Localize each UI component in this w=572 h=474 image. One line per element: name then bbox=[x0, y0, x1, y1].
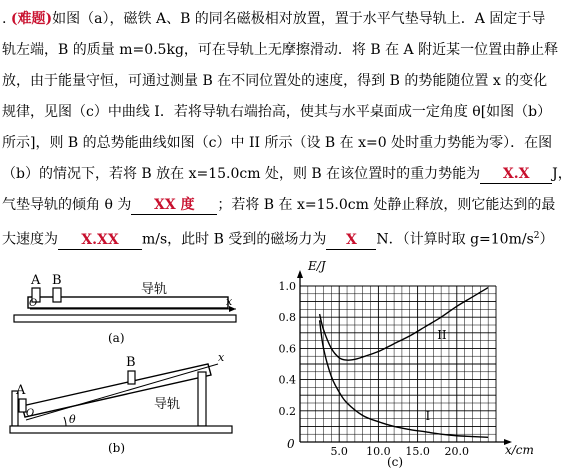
answer-blank-3-value: X.XX bbox=[81, 231, 119, 248]
y-tick-label: 0.8 bbox=[278, 311, 296, 325]
answer-blank-2-value: XX 度 bbox=[154, 197, 195, 213]
label-track: 导轨 bbox=[154, 397, 181, 412]
question-text-line: ；若将 B 在 x=15.0cm 处静止释放，则它能达到的最 bbox=[217, 197, 556, 213]
y-tick-label: 0.2 bbox=[278, 404, 296, 418]
magnet-a bbox=[19, 399, 26, 412]
y-tick-label: 1.0 bbox=[278, 280, 296, 293]
caption-a: (a) bbox=[108, 331, 125, 345]
answer-blank-1 bbox=[480, 165, 552, 184]
x-axis-label: x/cm bbox=[505, 443, 534, 457]
answer-blank-1-value: X.X bbox=[502, 166, 530, 182]
label-origin: O bbox=[26, 408, 35, 419]
label-a: A bbox=[16, 383, 26, 398]
y-axis-label: E/J bbox=[308, 259, 326, 273]
label-x: x bbox=[218, 351, 225, 364]
question-line-5 bbox=[2, 128, 553, 159]
question-text-line: 规律，见图（c）中曲线 I．若将导轨右端抬高，使其与水平桌面成一定角度 θ[如图（b） bbox=[2, 104, 552, 120]
answer-blank-4 bbox=[326, 231, 376, 250]
magnet-b bbox=[128, 371, 135, 384]
incline-rail bbox=[22, 364, 211, 417]
label-origin: O bbox=[29, 298, 38, 309]
label-b: B bbox=[126, 355, 136, 370]
question-line-7 bbox=[2, 190, 556, 221]
support-leg bbox=[198, 372, 206, 426]
x-tick-label: 20.0 bbox=[444, 445, 470, 458]
question-text-line: N．（计算时取 g=10m/s bbox=[376, 231, 534, 248]
question-text-line: 放，由于能量守恒，可通过测量 B 在不同位置处的速度，得到 B 的势能随位置 x 的变化 bbox=[2, 73, 548, 89]
question-text-line: 所示]，则 B 的总势能曲线如图（c）中 II 所示（设 B 在 x=0 处时重力势能为零）．在图 bbox=[2, 135, 553, 151]
chart-series bbox=[320, 288, 489, 438]
label-track: 导轨 bbox=[141, 282, 168, 297]
label-a: A bbox=[31, 273, 41, 288]
question-text-line: 气垫导轨的倾角 θ 为 bbox=[2, 197, 132, 213]
answer-blank-2 bbox=[131, 196, 217, 215]
caption-b: (b) bbox=[108, 441, 126, 455]
chart-caption: (c) bbox=[387, 455, 404, 469]
axis-x bbox=[26, 364, 218, 420]
question-line-2 bbox=[2, 35, 559, 66]
superscript: 2 bbox=[533, 231, 540, 241]
series-curve-II bbox=[320, 288, 489, 361]
angle-arc bbox=[64, 417, 66, 426]
table bbox=[14, 315, 236, 322]
question-text-line: ） bbox=[539, 231, 554, 248]
label-b: B bbox=[52, 273, 62, 288]
origin-label: 0 bbox=[287, 437, 295, 451]
question-line-1 bbox=[2, 4, 546, 35]
question-number: . bbox=[2, 11, 11, 27]
question-line-8 bbox=[2, 221, 554, 252]
question-text-line: （b）的情况下，若将 B 放在 x=15.0cm 处，则 B 在该位置时的重力势能为 bbox=[2, 166, 481, 182]
x-tick-label: 15.0 bbox=[405, 445, 430, 458]
table bbox=[10, 426, 232, 433]
y-axis-arrow bbox=[297, 270, 303, 278]
answer-blank-3 bbox=[58, 231, 142, 250]
x-tick-label: 5.0 bbox=[330, 445, 348, 458]
difficulty-tag: (难题) bbox=[10, 11, 53, 27]
question-text bbox=[2, 4, 572, 252]
chart-ticks bbox=[279, 280, 470, 458]
magnet-b bbox=[53, 288, 61, 302]
series-label-I: I bbox=[425, 409, 431, 424]
chart-grid bbox=[300, 286, 496, 442]
question-text-line: 如图（a），磁铁 A、B 的同名磁极相对放置，置于水平气垫导轨上．A 固定于导 bbox=[52, 11, 546, 27]
label-angle: θ bbox=[69, 413, 76, 426]
question-line-6 bbox=[2, 159, 572, 190]
question-line-3 bbox=[2, 66, 548, 97]
question-text-line: m/s，此时 B 受到的磁场力为 bbox=[142, 231, 327, 248]
y-tick-label: 0.6 bbox=[278, 342, 296, 356]
x-tick-label: 10.0 bbox=[366, 445, 391, 458]
y-tick-label: 0.4 bbox=[278, 373, 296, 387]
question-text-line: 轨左端，B 的质量 m=0.5kg，可在导轨上无摩擦滑动．将 B 在 A 附近某一位置由静止释 bbox=[2, 42, 559, 58]
unit-joule: J， bbox=[552, 166, 572, 182]
label-x: x bbox=[226, 295, 233, 308]
series-curve-I bbox=[320, 320, 489, 437]
figure-c-chart bbox=[270, 258, 542, 472]
question-line-4 bbox=[2, 97, 552, 128]
question-text-line: 大速度为 bbox=[2, 231, 58, 248]
answer-blank-4-value: X bbox=[345, 231, 357, 248]
series-label-II: II bbox=[437, 328, 447, 343]
figure-b bbox=[8, 346, 243, 468]
figure-a bbox=[8, 272, 243, 350]
